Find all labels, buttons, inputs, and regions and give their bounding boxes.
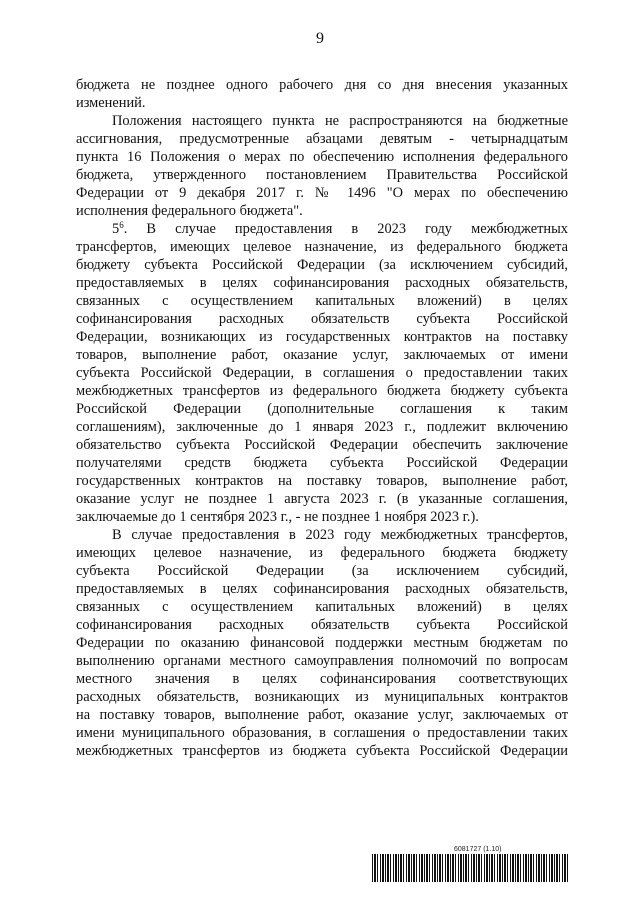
text-line: ассигнования, предусмотренные абзацами девятым - четырнадцатым <box>76 131 568 147</box>
text-line: Федерации от 9 декабря 2017 г. № 1496 "О мерах по обеспечению <box>76 185 568 201</box>
text-line: предоставляемых в целях софинансирования расходных обязательств, <box>76 275 568 291</box>
text-line: имеющих целевое назначение, из федерального бюджета бюджету <box>76 545 568 561</box>
text-line: пункта 16 Положения о мерах по обеспечению исполнения федерального <box>76 149 568 165</box>
text-line: заключаемые до 1 сентября 2023 г., - не позднее 1 ноября 2023 г.). <box>76 509 479 525</box>
text-line: субъекта Российской Федерации, в соглашения о предоставлении таких <box>76 365 568 381</box>
text-line: софинансирования расходных обязательств субъекта Российской <box>76 617 568 633</box>
text-line: на поставку товаров, выполнение работ, оказание услуг, заключаемых от <box>76 707 568 723</box>
text-line: софинансирования расходных обязательств субъекта Российской <box>76 311 568 327</box>
paragraph-municipal <box>76 526 568 760</box>
text-line: В случае предоставления в 2023 году межбюджетных трансфертов, <box>112 527 568 543</box>
text-line: Федерации, возникающих из государственных контрактов на поставку <box>76 329 568 345</box>
text-line: имени муниципального образования, в соглашения о предоставлении таких <box>76 725 568 741</box>
text-line: бюджета не позднее одного рабочего дня со дня внесения указанных <box>76 77 568 93</box>
text-line: бюджету субъекта Российской Федерации (за исключением субсидий, <box>76 257 568 273</box>
clause-first-line <box>76 220 568 238</box>
text-line: государственных контрактов на поставку товаров, выполнение работ, <box>76 473 568 489</box>
paragraph-continuation <box>76 76 568 112</box>
text-line: трансфертов, имеющих целевое назначение, из федерального бюджета <box>76 239 568 255</box>
text-line: . В случае предоставления в 2023 году межбюджетных <box>123 221 568 237</box>
text-line: расходных обязательств, возникающих из муниципальных контрактов <box>76 689 568 705</box>
text-line: субъекта Российской Федерации (за исключением субсидий, <box>76 563 568 579</box>
paragraph-clause-5-6 <box>76 220 568 526</box>
text-line: предоставляемых в целях софинансирования расходных обязательств, <box>76 581 568 597</box>
text-line: Федерации по оказанию финансовой поддержки местным бюджетам по <box>76 635 568 651</box>
clause-number: 5 <box>112 221 120 237</box>
text-line: межбюджетных трансфертов из федерального бюджета бюджету субъекта <box>76 383 568 399</box>
clause-superscript: 6 <box>119 220 124 230</box>
text-line: бюджета, утвержденного постановлением Правительства Российской <box>76 167 568 183</box>
text-line: соглашениям), заключенные до 1 января 2023 г., подлежит включению <box>76 419 568 435</box>
text-line: обязательство субъекта Российской Федерации обеспечить заключение <box>76 437 568 453</box>
document-body <box>76 76 568 760</box>
text-line: получателями средств бюджета субъекта Российской Федерации <box>76 455 568 471</box>
text-line: оказание услуг не позднее 1 августа 2023 г. (в указанные соглашения, <box>76 491 568 507</box>
text-line: местного значения в целях софинансирования соответствующих <box>76 671 568 687</box>
text-line: изменений. <box>76 95 146 111</box>
text-line: связанных с осуществлением капитальных вложений) в целях <box>76 599 568 615</box>
document-code: 6081727 (1.10) <box>454 846 502 853</box>
text-line: межбюджетных трансфертов из бюджета субъекта Российской Федерации <box>76 743 568 759</box>
text-line: Российской Федерации (дополнительные соглашения к таким <box>76 401 568 417</box>
text-line: выполнению органами местного самоуправления полномочий по вопросам <box>76 653 568 669</box>
text-line: исполнения федерального бюджета". <box>76 203 303 219</box>
text-line: товаров, выполнение работ, оказание услуг, заключаемых от имени <box>76 347 568 363</box>
paragraph-exception <box>76 112 568 220</box>
text-line: связанных с осуществлением капитальных вложений) в целях <box>76 293 568 309</box>
text-line: Положения настоящего пункта не распространяются на бюджетные <box>112 113 568 129</box>
barcode <box>372 854 568 882</box>
page-number: 9 <box>316 30 324 47</box>
